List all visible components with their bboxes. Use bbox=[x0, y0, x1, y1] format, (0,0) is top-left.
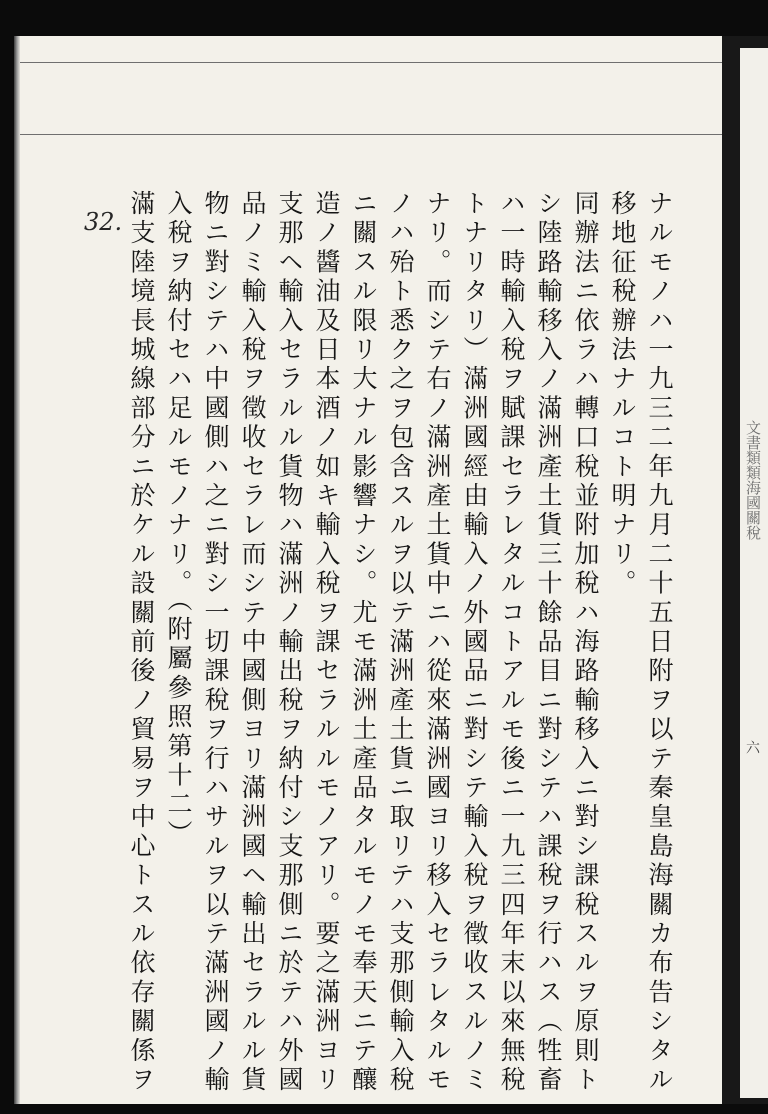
text-column: 移地征稅辦法ナルコト明ナリ。 bbox=[608, 190, 637, 599]
text-column: トナリタリ）滿洲國經由輸入ノ外國品ニ對シテ輸入稅ヲ徵收スルノミ bbox=[460, 190, 489, 1096]
text-column: ナルモノハ一九三二年九月二十五日附ヲ以テ秦皇島海關カ布告シタル bbox=[645, 190, 674, 1096]
text-column: シ陸路輸移入ノ滿洲產土貨三十餘品目ニ對シテハ課稅ヲ行ハス（牲畜 bbox=[534, 190, 563, 1096]
header-rule-top bbox=[20, 62, 722, 63]
text-column: 入稅ヲ納付セハ足ルモノナリ。（附屬參照第十二） bbox=[164, 190, 193, 850]
adjacent-page-number: 六 bbox=[744, 740, 760, 754]
text-column: ノハ殆ト悉ク之ヲ包含スルヲ以テ滿洲產土貨ニ取リテハ支那側輸入稅 bbox=[386, 190, 415, 1096]
handwritten-margin-note: 32. bbox=[84, 208, 123, 236]
text-column: 造ノ醬油及日本酒ノ如キ輸入稅ヲ課セラルルモノアリ。要之滿洲ヨリ bbox=[312, 190, 341, 1096]
text-column: 物ニ對シテハ中國側ハ之ニ對シ一切課稅ヲ行ハサルヲ以テ滿洲國ノ輸 bbox=[201, 190, 230, 1096]
text-column: 同辦法ニ依ラハ轉口稅並附加稅ハ海路輸移入ニ對シ課稅スルヲ原則ト bbox=[571, 190, 600, 1096]
adjacent-page-text: 文書類類海國關稅 bbox=[744, 420, 762, 540]
text-column: ナリ。而シテ右ノ滿洲產土貨中ニハ從來滿洲國ヨリ移入セラレタルモ bbox=[423, 190, 452, 1096]
vertical-text-body bbox=[110, 190, 676, 1096]
page-spine-shadow bbox=[14, 36, 20, 1104]
text-column: ニ關スル限リ大ナル影響ナシ。尤モ滿洲土產品タルモノモ奉天ニテ釀 bbox=[349, 190, 378, 1096]
text-column: 支那ヘ輸入セラルル貨物ハ滿洲ノ輸出稅ヲ納付シ支那側ニ於テハ外國 bbox=[275, 190, 304, 1096]
header-rule-bottom bbox=[20, 134, 722, 135]
text-column: 品ノミ輸入稅ヲ徵收セラレ而シテ中國側ヨリ滿洲國ヘ輸出セラルル貨 bbox=[238, 190, 267, 1096]
text-column: 滿支陸境長城線部分ニ於ケル設關前後ノ貿易ヲ中心トスル依存關係ヲ bbox=[127, 190, 156, 1096]
text-column: ハ一時輸入稅ヲ賦課セラレタルコトアルモ後ニ一九三四年末以來無稅 bbox=[497, 190, 526, 1096]
